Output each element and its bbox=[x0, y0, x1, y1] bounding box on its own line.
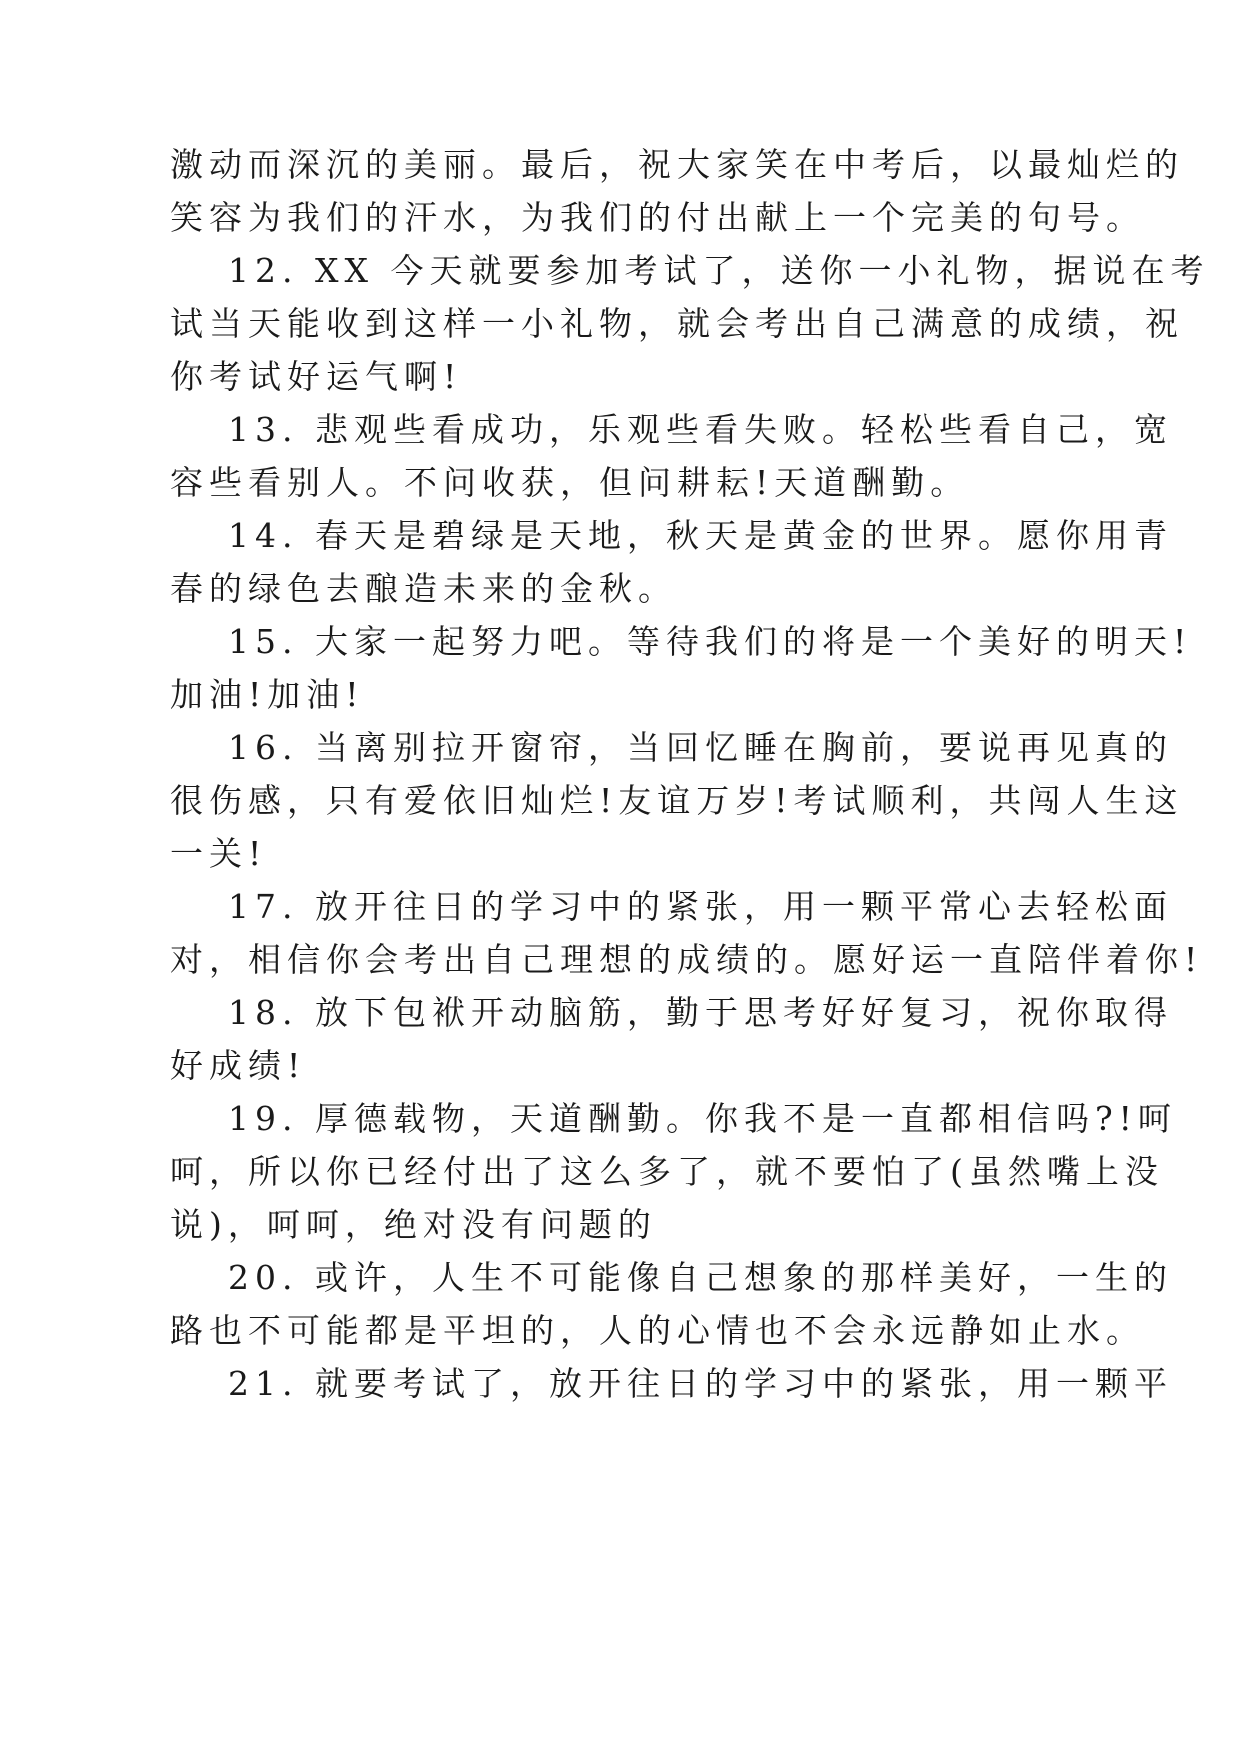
text-line: 18. 放下包袱开动脑筋，勤于思考好好复习，祝你取得 bbox=[228, 993, 1173, 1032]
text-line: 加油!加油! bbox=[170, 675, 365, 714]
text-line: 21. 就要考试了，放开往日的学习中的紧张，用一颗平 bbox=[228, 1364, 1173, 1403]
text-line: 激动而深沉的美丽。最后，祝大家笑在中考后，以最灿烂的 bbox=[170, 145, 1184, 184]
text-line: 春的绿色去酿造未来的金秋。 bbox=[170, 569, 677, 608]
text-line: 13. 悲观些看成功，乐观些看失败。轻松些看自己，宽 bbox=[228, 410, 1173, 449]
text-line: 17. 放开往日的学习中的紧张，用一颗平常心去轻松面 bbox=[228, 887, 1173, 926]
text-line: 路也不可能都是平坦的，人的心情也不会永远静如止水。 bbox=[170, 1311, 1145, 1350]
text-line: 20. 或许，人生不可能像自己想象的那样美好，一生的 bbox=[228, 1258, 1173, 1297]
text-line: 14. 春天是碧绿是天地，秋天是黄金的世界。愿你用青 bbox=[228, 516, 1173, 555]
text-line: 对，相信你会考出自己理想的成绩的。愿好运一直陪伴着你! bbox=[170, 940, 1204, 979]
text-line: 12. XX 今天就要参加考试了，送你一小礼物，据说在考 bbox=[228, 251, 1210, 290]
text-line: 好成绩! bbox=[170, 1046, 307, 1085]
text-line: 16. 当离别拉开窗帘，当回忆睡在胸前，要说再见真的 bbox=[228, 728, 1173, 767]
text-line: 试当天能收到这样一小礼物，就会考出自己满意的成绩，祝 bbox=[170, 304, 1184, 343]
text-line: 呵，所以你已经付出了这么多了，就不要怕了(虽然嘴上没 bbox=[170, 1152, 1164, 1191]
text-line: 19. 厚德载物，天道酬勤。你我不是一直都相信吗?!呵 bbox=[228, 1099, 1177, 1138]
text-line: 15. 大家一起努力吧。等待我们的将是一个美好的明天! bbox=[228, 622, 1193, 661]
text-line: 说)，呵呵，绝对没有问题的 bbox=[170, 1205, 657, 1244]
text-line: 一关! bbox=[170, 834, 268, 873]
text-line: 你考试好运气啊! bbox=[170, 357, 463, 396]
text-line: 容些看别人。不问收获，但问耕耘!天道酬勤。 bbox=[170, 463, 970, 502]
text-line: 笑容为我们的汗水，为我们的付出献上一个完美的句号。 bbox=[170, 198, 1145, 237]
text-line: 很伤感，只有爱依旧灿烂!友谊万岁!考试顺利，共闯人生这 bbox=[170, 781, 1184, 820]
